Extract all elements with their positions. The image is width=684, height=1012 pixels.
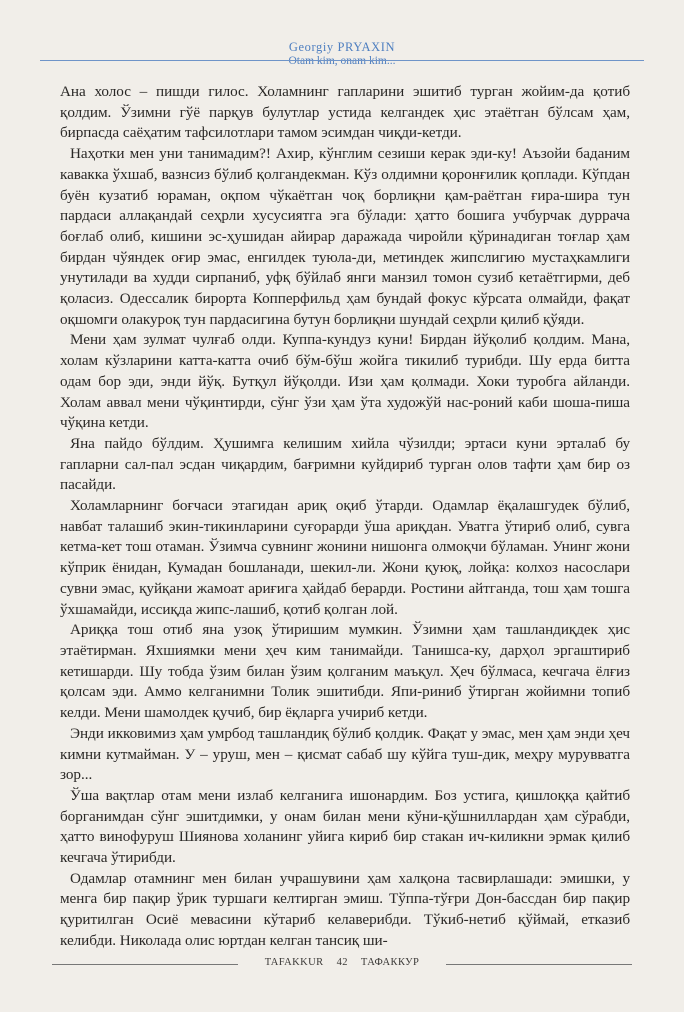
paragraph: Ўша вақтлар отам мени излаб келганига ишонардим. Боз устига, қишлоққа қайтиб борганимдан сўнг эшитдимки, у онам билан мени кўни-қўшниллардан ҳам сўрабди, ҳатто винофуруш Шиянова холанинг уйига кириб бир стакан ич-киликни эрмак қилиб кечгача ўтирибди. <box>60 786 630 867</box>
footer-rule-right <box>446 964 632 965</box>
footer-label <box>0 957 684 968</box>
page-footer <box>0 957 684 973</box>
paragraph: Холамларнинг боғчаси этагидан ариқ оқиб ўтарди. Одамлар ёқалашгудек бўлиб, навбат талашиб экин-тикинларини суғорарди ўша ариқдан. Уватга ўтириб олиб, сувга кетма-кет тош отаман. Ўзимча сувнинг жонини нишонга олмоқчи бўламан. Унинг жони кўприк ёнидан, Кумадан бошланади, шекил-ли. Жони қуюқ, лойқа: колхоз насослари сувни эмас, қуйқани жамоат ариғига ҳайдаб берарди. Ростини айтганда, тош ҳам тошга ўхшамайди, иссиқда жипс-лашиб, қотиб қолган лой. <box>60 497 630 618</box>
paragraph: Яна пайдо бўлдим. Ҳушимга келишим хийла чўзилди; эртаси куни эрталаб бу гапларни сал-пал эсдан чиқардим, бағримни куйдириб турган олов тафти ҳам бир оз пасайди. <box>60 434 630 494</box>
header-rule <box>40 60 644 61</box>
paragraph: Ариққа тош отиб яна узоқ ўтиришим мумкин. Ўзимни ҳам ташландиқдек ҳис этаётирман. Яхшиямки мени ҳеч ким танимайди. Танишса-ку, дарҳол эргаштириб кетишарди. Шу тобда ўзим билан ўзим қолганим маъқул. Ҳеч бўлмаса, кечгача ёлғиз қолсам эди. Аммо келганимни Толик эшитибди. Япи-риниб ўтирган жойимни топиб келди. Мени шамолдек қучиб, бир ёқларга учириб кетди. <box>60 621 630 722</box>
paragraph: Мени ҳам зулмат чулғаб олди. Куппа-кундуз куни! Бирдан йўқолиб қолдим. Мана, холам кўзларини катта-катта очиб бўм-бўш жойга тикилиб турибди. Шу ерда битта одам бор эди, энди йўқ. Бутқул йўқолди. Изи ҳам қолмади. Хоки туробга айланди. Холам аввал мени чўқинтирди, сўнг ўзи ҳам ўта художўй нас-роний каби шоша-пиша чўқина кетди. <box>60 331 630 432</box>
body-text <box>60 82 630 952</box>
running-head <box>0 40 684 68</box>
running-head-author: Georgiy PRYAXIN <box>288 40 396 54</box>
page-number: 42 <box>336 957 348 968</box>
footer-journal-latin: TAFAKKUR <box>264 957 324 968</box>
running-head-work-title: Otam kim, onam kim... <box>288 55 396 67</box>
paragraph: Одамлар отамнинг мен билан учрашувини ҳам халқона тасвирлашади: эмишки, у менга бир пақир ўрик туршаги келтирган эмиш. Тўппа-тўғри Дон-бассдан бир пақир қуритилган Осиё мевасини кўтариб келаверибди. Тўкиб-нетиб қўймай, етказиб келибди. Николада олис юртдан келган тансиқ ши- <box>60 869 630 949</box>
paragraph: Энди икковимиз ҳам умрбод ташландиқ бўлиб қолдик. Фақат у эмас, мен ҳам энди ҳеч кимни кутмайман. У – уруш, мен – қисмат сабаб шу кўйга туш-дик, меҳру мурувватга зор... <box>60 724 630 784</box>
paragraph: Ана холос – пишди гилос. Холамнинг гапларини эшитиб турган жойим-да қотиб қолдим. Ўзимни гўё парқув булутлар устида келгандек ҳис этаётган бўлсам ҳам, бирпасда саёҳатим тафсилотлари тамом эсимдан чиқди-кетди. <box>60 83 630 142</box>
footer-journal-cyrillic: ТАФАККУР <box>360 957 420 968</box>
paragraph: Наҳотки мен уни танимадим?! Ахир, кўнглим сезиши керак эди-ку! Аъзойи баданим кавакка ўхшаб, вазнсиз бўлиб қолгандекман. Кўз олдимни қоронғилик қоплади. Кўпдан буён кузатиб юраман, оқпом чўкаётган чоқ борлиқни қам-раётган ғира-шира тун пардаси аллақандай сеҳрли хусусиятга эга бўлади: ҳатто бошига учбурчак дуррача боғлаб олиб, кишини эс-ҳушидан айирар даражада чиройли қўринадиган тоғлар ҳам бирдан чўяндек оғир эмас, енгилдек туюла-ди, метиндек жипслигию мустаҳкамлиги унутилади ва худди сирпаниб, уфқ бўйлаб янги манзил томон сузиб кетаётгирми, деб қоласиз. Одессалик бирорта Копперфильд ҳам бундай фокус кўрсата олмайди, фақат оқшомги олакуроқ тун пардасигина бутун борлиқни шундай сеҳрли қилиб қўяди. <box>60 145 630 328</box>
